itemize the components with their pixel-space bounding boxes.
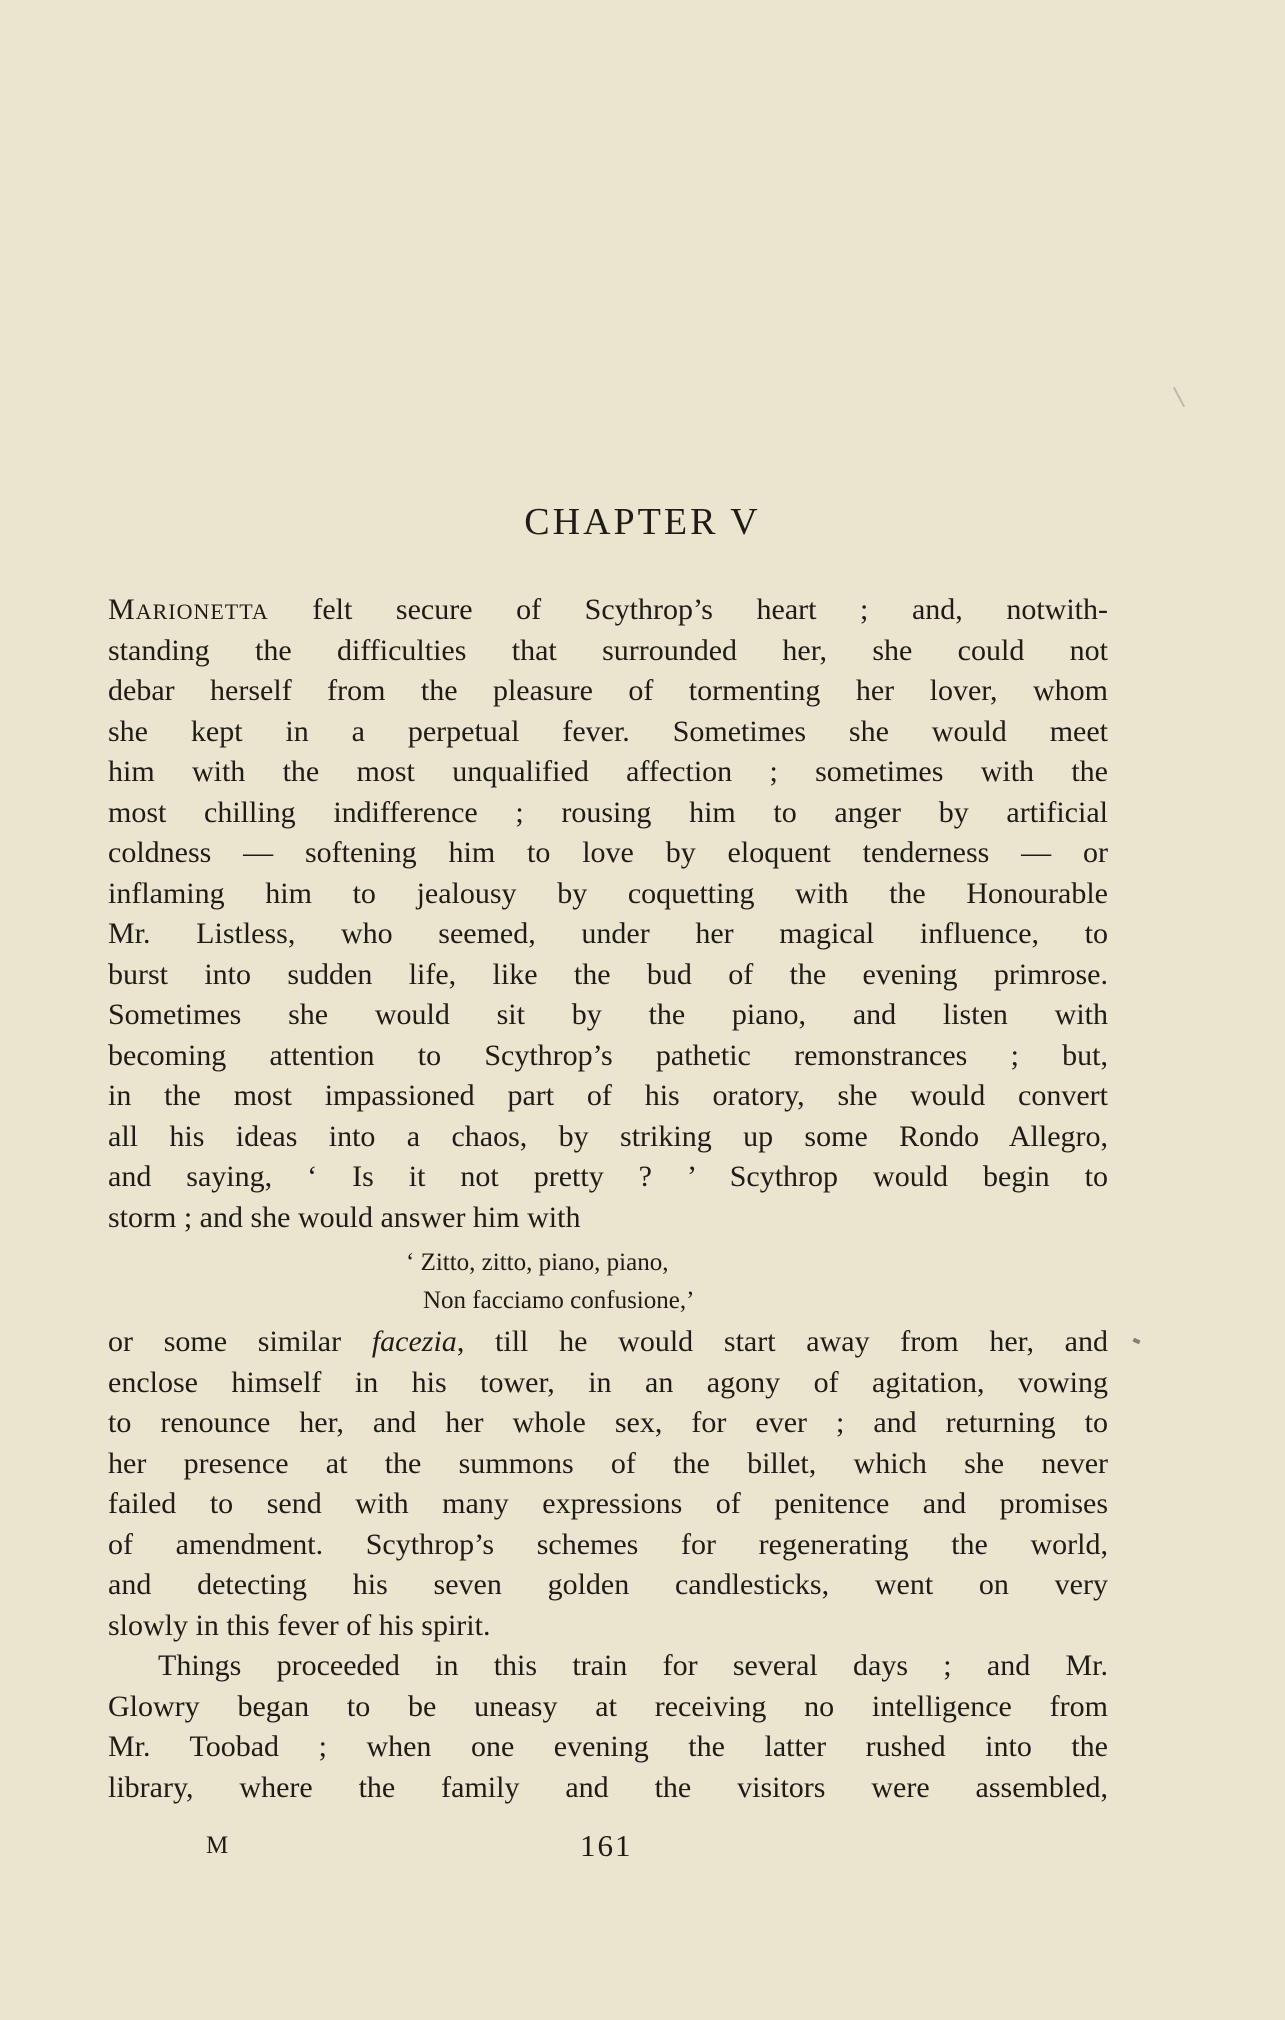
text-line: becoming attention to Scythrop’s pathetic remonstrances ; but, bbox=[108, 1038, 1108, 1072]
text-line-rest: felt secure of Scythrop’s heart ; and, notwith- bbox=[268, 593, 1108, 626]
drop-word-rest: ARIONETTA bbox=[135, 599, 269, 624]
text-line: inflaming him to jealousy by coquetting with the Honourable bbox=[108, 876, 1108, 910]
text-line: her presence at the summons of the billet, which she never bbox=[108, 1446, 1108, 1480]
text-line: Sometimes she would sit by the piano, and listen with bbox=[108, 998, 1108, 1031]
chapter-title: CHAPTER V bbox=[524, 501, 761, 543]
text-line: enclose himself in his tower, in an agony of agitation, vowing bbox=[108, 1365, 1108, 1399]
page-number: 161 bbox=[580, 1828, 633, 1863]
text-line: Mr. Listless, who seemed, under her magical influence, to bbox=[108, 917, 1108, 950]
text-line bbox=[108, 1322, 1108, 1363]
text-line: in the most impassioned part of his oratory, she would convert bbox=[108, 1079, 1108, 1112]
text-line: library, where the family and the visitors were assembled, bbox=[108, 1770, 1108, 1804]
text-line: and saying, ‘ Is it not pretty ? ’ Scythrop would begin to bbox=[108, 1160, 1108, 1193]
text-line: failed to send with many expressions of penitence and promises bbox=[108, 1487, 1108, 1520]
text-line: storm ; and she would answer him with bbox=[108, 1200, 581, 1234]
text-line: standing the difficulties that surrounded her, she could not bbox=[108, 633, 1108, 667]
signature-mark: M bbox=[206, 1832, 230, 1859]
page-footer bbox=[0, 1828, 1285, 1868]
text-line: slowly in this fever of his spirit. bbox=[108, 1608, 491, 1642]
text-line: burst into sudden life, like the bud of the evening primrose. bbox=[108, 957, 1108, 991]
text-line bbox=[108, 590, 1108, 631]
text-fragment: or some similar bbox=[108, 1325, 372, 1358]
verse-line: ‘ Zitto, zitto, piano, piano, bbox=[406, 1249, 669, 1276]
body-text bbox=[108, 590, 1108, 1808]
text-line: debar herself from the pleasure of tormenting her lover, whom bbox=[108, 674, 1108, 707]
text-line: to renounce her, and her whole sex, for ever ; and returning to bbox=[108, 1406, 1108, 1439]
text-line: of amendment. Scythrop’s schemes for regenerating the world, bbox=[108, 1527, 1108, 1561]
text-line: she kept in a perpetual fever. Sometimes she would meet bbox=[108, 714, 1108, 748]
text-line: all his ideas into a chaos, by striking up some Rondo Allegro, bbox=[108, 1119, 1108, 1153]
text-fragment: , till he would start away from her, and bbox=[456, 1325, 1108, 1358]
text-line: and detecting his seven golden candlesticks, went on very bbox=[108, 1568, 1108, 1601]
text-line: him with the most unqualified affection ; sometimes with the bbox=[108, 755, 1108, 788]
verse-line: Non facciamo confusione,’ bbox=[423, 1287, 695, 1314]
drop-word-initial: M bbox=[108, 593, 136, 626]
text-line: Mr. Toobad ; when one evening the latter rushed into the bbox=[108, 1730, 1108, 1763]
text-line: Glowry began to be uneasy at receiving no intelligence from bbox=[108, 1689, 1108, 1723]
text-line: coldness — softening him to love by eloquent tenderness — or bbox=[108, 836, 1108, 869]
text-line: most chilling indifference ; rousing him to anger by artificial bbox=[108, 795, 1108, 829]
drop-word-smallcaps bbox=[108, 593, 269, 626]
text-line: Things proceeded in this train for several days ; and Mr. bbox=[158, 1649, 1108, 1682]
paper-speck bbox=[1173, 387, 1185, 407]
italic-word: facezia bbox=[371, 1325, 457, 1358]
paper-speck bbox=[1132, 1338, 1140, 1345]
